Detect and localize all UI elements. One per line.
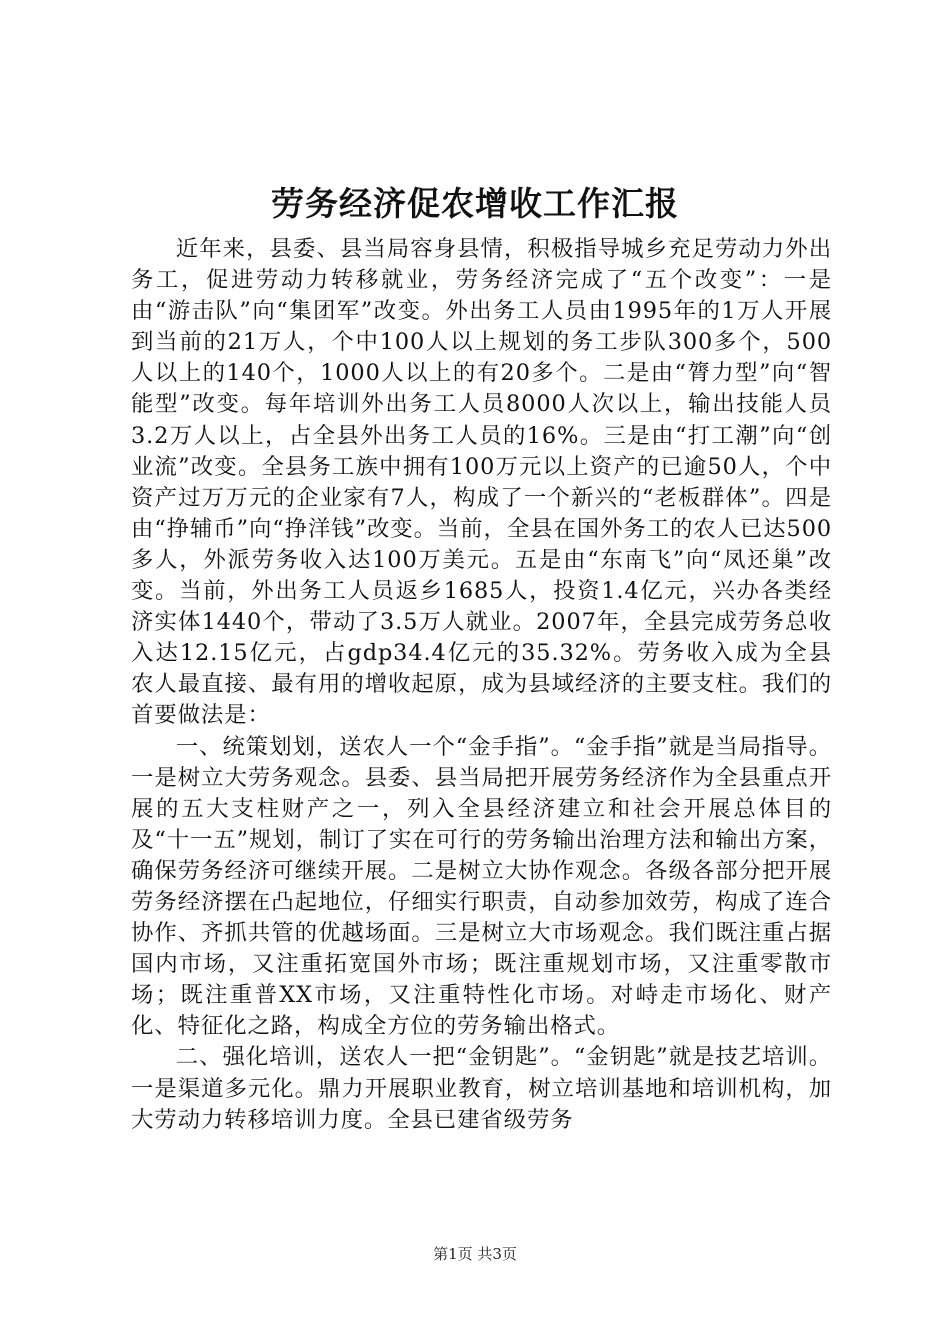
document-body — [131, 234, 832, 1136]
paragraph-section-two: 二、强化培训，送农人一把“金钥匙”。“金钥匙”就是技艺培训。一是渠道多元化。鼎力开展职业教育，树立培训基地和培训机构，加大劳动力转移培训力度。全县已建省级劳务 — [131, 1044, 832, 1133]
paragraph-intro: 近年来，县委、县当局容身县情，积极指导城乡充足劳动力外出务工，促进劳动力转移就业，劳务经济完成了“五个改变”：一是由“游击队”向“集团军”改变。外出务工人员由1995年的1万人开展到当前的21万人，个中100人以上规划的务工步队300多个，500人以上的140个，1000人以上的有20多个。二是由“膂力型”向“智能型”改变。每年培训外出务工人员8000人次以上，输出技能人员3.2万人以上，占全县外出务工人员的16%。三是由“打工潮”向“创业流”改变。全县务工族中拥有100万元以上资产的已逾50人，个中资产过万万元的企业家有7人，构成了一个新兴的“老板群体”。四是由“挣辅币”向“挣洋钱”改变。当前，全县在国外务工的农人已达500多人，外派劳务收入达100万美元。五是由“东南飞”向“凤还巢”改变。当前，外出务工人员返乡1685人，投资1.4亿元，兴办各类经济实体1440个，带动了3.5万人就业。2007年，全县完成劳务总收入达12.15亿元，占gdp34.4亿元的35.32%。劳务收入成为全县农人最直接、最有用的增收起原，成为县域经济的主要支柱。我们的首要做法是： — [131, 236, 832, 729]
page-footer: 第1页 共3页 — [433, 1245, 517, 1263]
paragraph-section-one: 一、统策划划，送农人一个“金手指”。“金手指”就是当局指导。一是树立大劳务观念。县委、县当局把开展劳务经济作为全县重点开展的五大支柱财产之一，列入全县经济建立和社会开展总体目的及“十一五”规划，制订了实在可行的劳务输出治理方法和输出方案，确保劳务经济可继续开展。二是树立大协作观念。各级各部分把开展劳务经济摆在凸起地位，仔细实行职责，自动参加效劳，构成了连合协作、齐抓共管的优越场面。三是树立大市场观念。我们既注重占据国内市场，又注重拓宽国外市场；既注重规划市场，又注重零散市场；既注重普XX市场，又注重特性化市场。对峙走市场化、财产化、特征化之路，构成全方位的劳务输出格式。 — [131, 733, 832, 1040]
document-title: 劳务经济促农增收工作汇报 — [271, 184, 679, 223]
